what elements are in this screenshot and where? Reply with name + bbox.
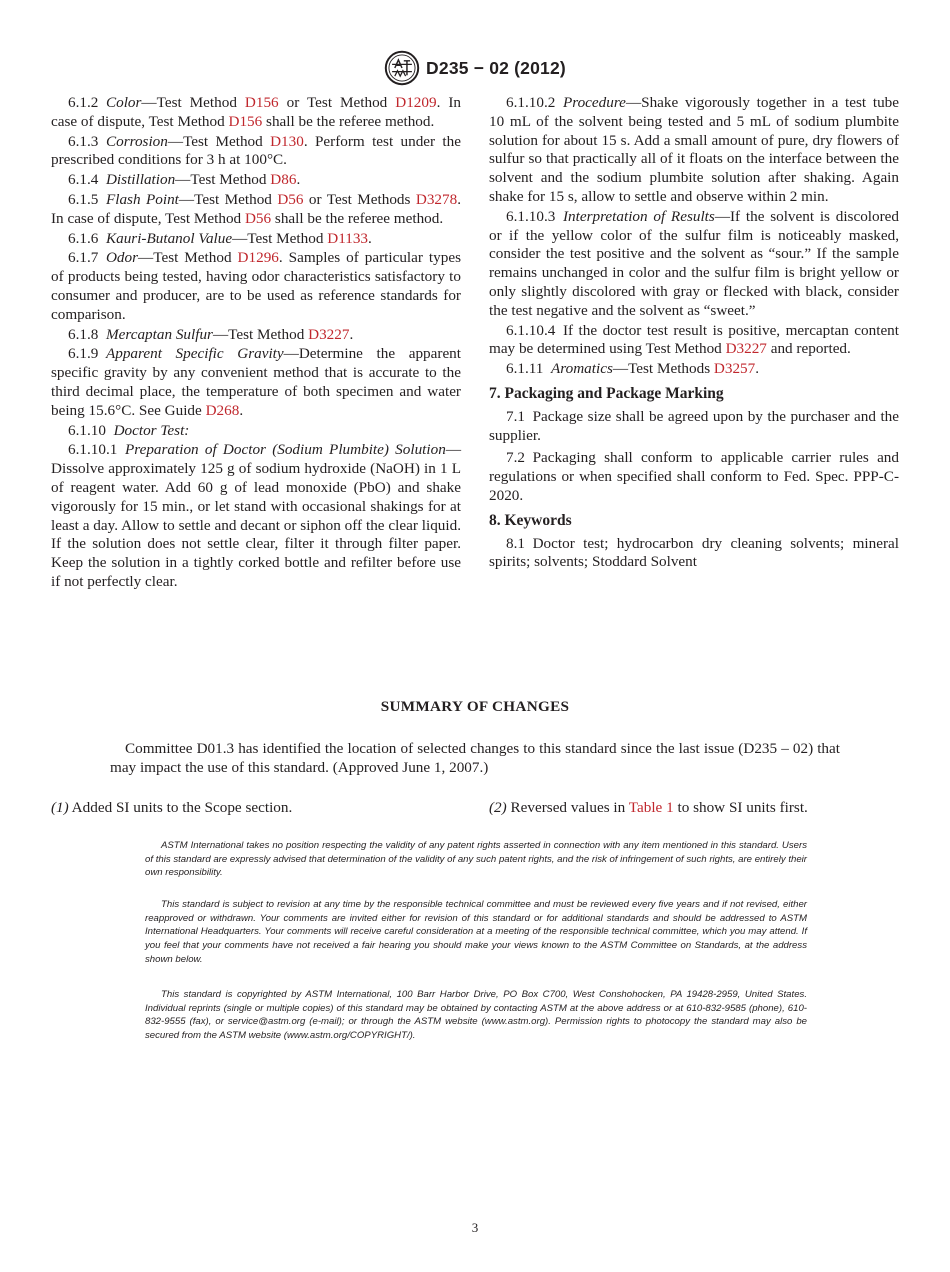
- section-number: 6.1.7: [68, 249, 99, 267]
- paragraph-7-1: [489, 408, 899, 446]
- paragraph-7-2: [489, 449, 899, 505]
- section-term: Preparation of Doctor (Sodium Plumbite) Solution: [124, 441, 446, 459]
- page-number: 3: [471, 1220, 479, 1235]
- astm-logo-icon: [384, 50, 420, 86]
- paragraph-text: —Test Method: [175, 171, 271, 189]
- paragraph-6-1-5: [51, 191, 461, 229]
- section-heading: 8. Keywords: [489, 511, 572, 529]
- section-term: Apparent Specific Gravity: [105, 345, 284, 363]
- paragraph-text: or Test Methods: [303, 190, 416, 208]
- paragraph-text: .: [349, 325, 354, 343]
- copyright-notice: This standard is copyrighted by ASTM International, 100 Barr Harbor Drive, PO Box C700, West Conshohocken, PA 19428-2959, United States. Individual reprints (single or multiple copies) of this standard may be obtained by contacting ASTM at the above address or at 610-832-9585 (phone), 610-832-9555 (fax), or service@astm.org (e-mail); or through the ASTM website (www.astm.org). Permission rights to photocopy the standard may also be secured from the ASTM website (www.astm.org/COPYRIGHT/).: [145, 989, 807, 1042]
- paragraph-6-1-2: [51, 94, 461, 132]
- section-heading: 7. Packaging and Package Marking: [489, 384, 724, 402]
- reference-link-d156[interactable]: D156: [228, 112, 263, 130]
- paragraph-text: . In case of dispute, Test Method: [51, 94, 461, 130]
- paragraph-text: —Dissolve approximately 125 g of sodium hydroxide (NaOH) in 1 L of reagent water. Add 60 g of lead monoxide (PbO) and shake vigorously for 15 min., or let stand with occasional shakings for at least a day. Allow to settle and decant or siphon off the clear liquid. If the solution does not settle clear, filter it through filter paper. Keep the solution in a tightly corked bottle and refilter before use if not perfectly clear.: [51, 441, 461, 590]
- reference-link-d3278[interactable]: D3278: [415, 190, 458, 208]
- section-number: 6.1.10: [68, 421, 106, 439]
- paragraph-text: .: [755, 360, 760, 378]
- section-number: 6.1.3: [68, 132, 99, 150]
- summary-item-text: Reversed values in: [506, 799, 629, 816]
- section-term: Kauri-Butanol Value: [105, 229, 233, 247]
- paragraph-6-1-10-3: [489, 208, 899, 321]
- reference-link-d1209[interactable]: D1209: [395, 94, 437, 111]
- right-column: [489, 94, 899, 573]
- paragraph-6-1-3: [51, 133, 461, 171]
- reference-link-d156[interactable]: D156: [244, 94, 279, 111]
- summary-item-2: [489, 798, 808, 817]
- section-number: 6.1.5: [68, 190, 99, 208]
- paragraph-6-1-7: [51, 249, 461, 324]
- section-term: Aromatics: [551, 360, 613, 378]
- section-number: 6.1.9: [68, 345, 99, 363]
- summary-title: SUMMARY OF CHANGES: [380, 698, 570, 715]
- paragraph-text: . Perform test under the prescribed conditions for 3 h at 100°C.: [51, 132, 461, 169]
- paragraph-text: —If the solvent is discolored or if the yellow color of the sulfur film is noticeably masked, consider the test positive and the solvent as “sour.” If the sample remains unchanged in color and the sulfur film is bright yellow or only slightly discolored with gray or flecked with black, consider the test negative and the solvent as “sweet.”: [489, 207, 899, 319]
- paragraph-text: .: [296, 171, 301, 189]
- paragraph-text: .: [368, 229, 372, 247]
- section-term: Color: [105, 94, 142, 111]
- paragraph-6-1-9: [51, 345, 461, 420]
- summary-item-text: to show SI units first.: [673, 799, 808, 816]
- reference-link-d268[interactable]: D268: [205, 401, 240, 419]
- paragraph-text: Packaging shall conform to applicable carrier rules and regulations or when specified shall conform to Fed. Spec. PPP-C-2020.: [489, 449, 899, 504]
- summary-item-number: (1): [51, 799, 69, 816]
- section-number: 6.1.10.4: [506, 321, 556, 339]
- section-number: 7.1: [506, 407, 525, 425]
- paragraph-text: shall be the referee method.: [271, 209, 444, 227]
- page-header: [0, 50, 950, 86]
- section-term: Distillation: [105, 171, 176, 189]
- section-term: Flash Point: [105, 190, 179, 208]
- section-number: 6.1.10.1: [68, 441, 118, 459]
- section-number: 6.1.6: [68, 229, 99, 247]
- paragraph-6-1-10-2: [489, 94, 899, 207]
- paragraph-text: —Test Method: [212, 325, 309, 343]
- paragraph-text: —Test Method: [141, 94, 245, 111]
- patent-notice: ASTM International takes no position respecting the validity of any patent rights asserted in connection with any item mentioned in this standard. Users of this standard are expressly advised that determination of the validity of any such patent rights, and the risk of infringement of such rights, are entirely their own responsibility.: [145, 840, 807, 879]
- reference-link-d56[interactable]: D56: [244, 209, 272, 227]
- paragraph-6-1-4: [51, 171, 461, 190]
- table-1-link[interactable]: Table 1: [628, 799, 674, 816]
- paragraph-text: —Test Method: [232, 229, 328, 247]
- paragraph-text: —Test Method: [167, 132, 271, 150]
- section-term: Interpretation of Results: [562, 207, 715, 225]
- paragraph-text: and reported.: [766, 340, 851, 358]
- reference-link-d3227[interactable]: D3227: [725, 340, 767, 358]
- section-term: Doctor Test:: [113, 421, 190, 439]
- paragraph-text: .: [239, 401, 244, 419]
- paragraph-text: If the doctor test result is positive, mercaptan content may be determined using Test Method: [489, 321, 899, 358]
- summary-item-number: (2): [489, 799, 507, 816]
- reference-link-d86[interactable]: D86: [270, 171, 297, 189]
- section-term: Mercaptan Sulfur: [105, 325, 213, 343]
- paragraph-text: Doctor test; hydrocarbon dry cleaning solvents; mineral spirits; solvents; Stoddard Solvent: [489, 534, 899, 571]
- paragraph-text: —Determine the apparent specific gravity by any convenient method that is accurate to the third decimal place, the temperature of both specimen and water being 15.6°C. See Guide: [51, 345, 462, 419]
- summary-intro: Committee D01.3 has identified the location of selected changes to this standard since the last issue (D235 – 02) that may impact the use of this standard. (Approved June 1, 2007.): [110, 740, 840, 776]
- left-column: [51, 94, 461, 593]
- paragraph-text: or Test Method: [278, 94, 396, 111]
- paragraph-text: —Shake vigorously together in a test tube 10 mL of the solvent being tested and 5 mL of sodium plumbite solution for about 15 s. Add a small amount of pure, dry flowers of sulfur so that practically all of it floats on the interface between the solvent and the sodium plumbite solution after shaking. Again shake for 15 s, allow to settle and observe within 2 min.: [489, 94, 899, 205]
- paragraph-6-1-6: [51, 230, 461, 249]
- section-term: Odor: [105, 249, 139, 267]
- reference-link-d1296[interactable]: D1296: [237, 249, 279, 267]
- paragraph-text: —Test Method: [138, 249, 238, 267]
- paragraph-6-1-11: [489, 360, 899, 379]
- section-number: 6.1.10.2: [506, 94, 556, 111]
- section-number: 7.2: [506, 449, 525, 467]
- section-term: Corrosion: [105, 132, 168, 150]
- paragraph-6-1-10-1: [51, 441, 461, 591]
- section-number: 8.1: [506, 534, 525, 552]
- summary-item-1: [51, 798, 292, 817]
- reference-link-d56[interactable]: D56: [277, 190, 304, 208]
- paragraph-text: —Test Methods: [612, 360, 714, 378]
- paragraph-text: —Test Method: [178, 190, 278, 208]
- paragraph-text: . Samples of particular types of products being tested, having odor characteristics satisfactory to consumer and producer, are to be used as reference standards for comparison.: [51, 249, 461, 323]
- paragraph-text: . In case of dispute, Test Method: [51, 190, 462, 227]
- paragraph-6-1-10-4: [489, 322, 899, 360]
- reference-link-d130[interactable]: D130: [270, 132, 304, 150]
- reference-link-d3257[interactable]: D3257: [713, 360, 756, 378]
- reference-link-d1133[interactable]: D1133: [327, 229, 369, 247]
- paragraph-6-1-10: [51, 422, 461, 441]
- summary-item-text: Added SI units to the Scope section.: [68, 799, 293, 816]
- section-number: 6.1.2: [68, 94, 99, 111]
- section-number: 6.1.10.3: [506, 207, 556, 225]
- standard-designation: D235 − 02 (2012): [426, 57, 566, 78]
- paragraph-8-1: [489, 535, 899, 573]
- section-number: 6.1.8: [68, 325, 99, 343]
- section-number: 6.1.11: [506, 360, 544, 378]
- section-number: 6.1.4: [68, 171, 99, 189]
- paragraph-text: shall be the referee method.: [262, 112, 435, 130]
- reference-link-d3227[interactable]: D3227: [308, 325, 350, 343]
- paragraph-text: Package size shall be agreed upon by the purchaser and the supplier.: [489, 407, 899, 444]
- section-term: Procedure: [562, 94, 626, 111]
- revision-notice: This standard is subject to revision at any time by the responsible technical committee and must be reviewed every five years and if not revised, either reapproved or withdrawn. Your comments are invited either for revision of this standard or for additional standards and should be addressed to ASTM International Headquarters. Your comments will receive careful consideration at a meeting of the responsible technical committee, which you may attend. If you feel that your comments have not received a fair hearing you should make your views known to the ASTM Committee on Standards, at the address shown below.: [145, 899, 807, 965]
- paragraph-6-1-8: [51, 326, 461, 345]
